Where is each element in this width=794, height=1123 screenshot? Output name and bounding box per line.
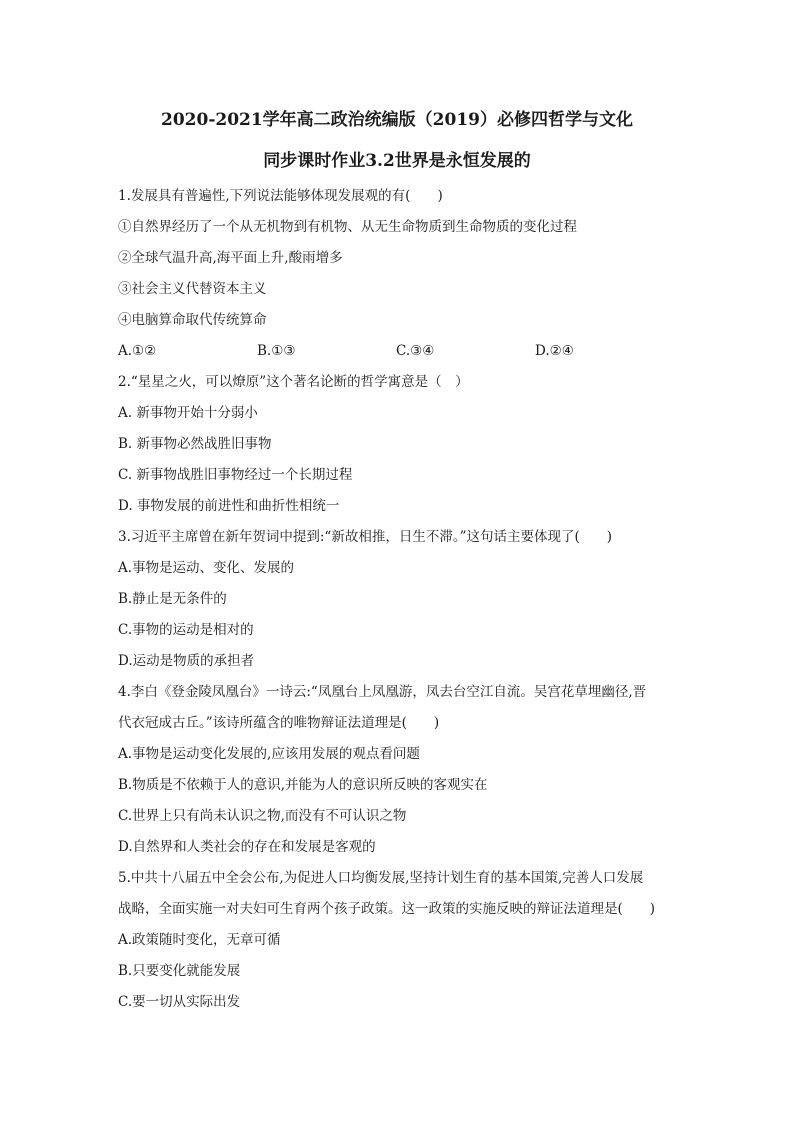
question-1-option-a: A.①② [118, 343, 157, 359]
question-5-option-c: C.要一切从实际出发 [118, 994, 241, 1010]
question-3-option-c: C.事物的运动是相对的 [118, 622, 254, 638]
question-1-option-d: D.②④ [535, 343, 574, 359]
question-4-option-b: B.物质是不依赖于人的意识,并能为人的意识所反映的客观实在 [118, 777, 488, 793]
question-3-option-d: D.运动是物质的承担者 [118, 653, 255, 669]
question-3-option-a: A.事物是运动、变化、发展的 [118, 560, 295, 576]
question-5-option-a: A.政策随时变化，无章可循 [118, 932, 281, 948]
question-4-option-d: D.自然界和人类社会的存在和发展是客观的 [118, 839, 376, 855]
question-2-option-b: B. 新事物必然战胜旧事物 [118, 436, 272, 452]
question-4-stem-line-2: 代衣冠成古丘。”该诗所蕴含的唯物辩证法道理是( ) [118, 715, 440, 731]
question-3-option-b: B.静止是无条件的 [118, 591, 227, 607]
question-1-item-2: ②全球气温升高,海平面上升,酸雨增多 [118, 250, 343, 266]
question-5-stem-line-1: 5.中共十八届五中全会公布,为促进人口均衡发展,坚持计划生育的基本国策,完善人口发展 [118, 870, 644, 886]
question-1-item-3: ③社会主义代替资本主义 [118, 281, 267, 297]
question-2-option-d: D. 事物发展的前进性和曲折性相统一 [118, 498, 340, 514]
question-1-item-1: ①自然界经历了一个从无机物到有机物、从无生命物质到生命物质的变化过程 [118, 219, 577, 235]
question-list [118, 181, 678, 1018]
question-5-stem-line-2: 战略，全面实施一对夫妇可生育两个孩子政策。这一政策的实施反映的辩证法道理是( ) [118, 901, 656, 917]
question-1-item-4: ④电脑算命取代传统算命 [118, 312, 267, 328]
question-1-stem: 1.发展具有普遍性,下列说法能够体现发展观的有( ) [118, 188, 443, 204]
question-4-stem-line-1: 4.李白《登金陵凤凰台》一诗云:“凤凰台上凤凰游，凤去台空江自流。吴宫花草埋幽径,晋 [118, 684, 647, 700]
question-1-option-b: B.①③ [257, 343, 296, 359]
question-5-option-b: B.只要变化就能发展 [118, 963, 241, 979]
question-4-option-c: C.世界上只有尚未认识之物,而没有不可认识之物 [118, 808, 407, 824]
question-1-option-c: C.③④ [396, 343, 435, 359]
document-subtitle: 同步课时作业3.2世界是永恒发展的 [263, 151, 531, 171]
question-4-option-a: A.事物是运动变化发展的,应该用发展的观点看问题 [118, 746, 420, 762]
question-2-stem: 2.“星星之火，可以燎原”这个著名论断的哲学寓意是（ ） [118, 374, 469, 390]
question-2-option-c: C. 新事物战胜旧事物经过一个长期过程 [118, 467, 353, 483]
question-2-option-a: A. 新事物开始十分弱小 [118, 405, 258, 421]
question-3-stem: 3.习近平主席曾在新年贺词中提到:“新故相推，日生不滞。”这句话主要体现了( ) [118, 529, 613, 545]
question-1-options [118, 336, 678, 367]
document-title: 2020-2021学年高二政治统编版（2019）必修四哲学与文化 [161, 110, 633, 130]
